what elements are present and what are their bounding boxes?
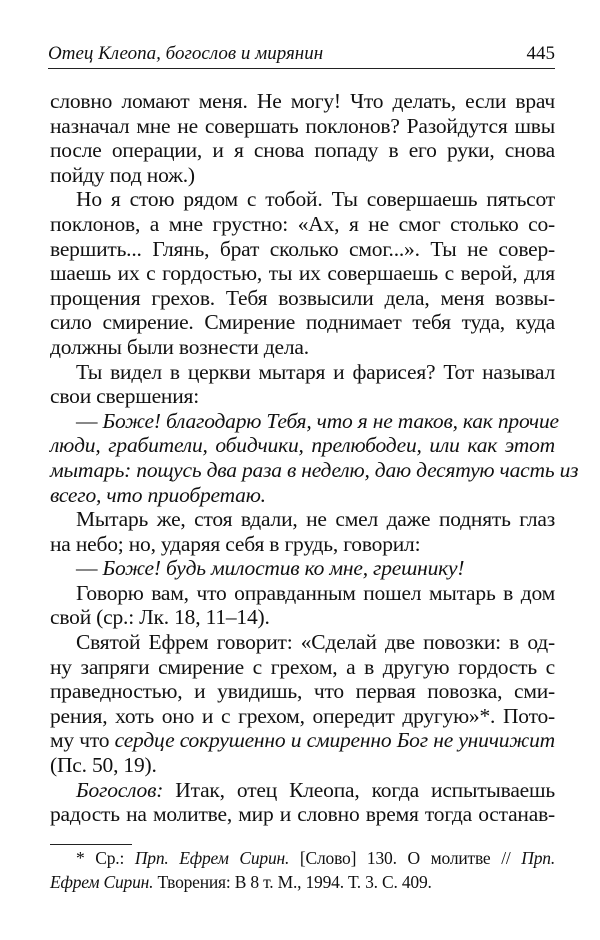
running-header — [48, 38, 555, 69]
text-line — [50, 261, 555, 286]
italic-text: Прп. Ефрем Сирин. — [134, 848, 290, 868]
text-segment: Мытарь же, стоя вдали, не смел даже поднять глаз — [76, 507, 555, 532]
italic-text: Ефрем Сирин. — [50, 872, 154, 892]
text-line — [50, 630, 555, 655]
text-segment: Итак, отец Клеопа, когда испытываешь — [163, 777, 555, 802]
text-segment: ну запряги смирение с грехом, а в другую гордость с — [50, 654, 555, 679]
italic-text: мытарь: пощусь два раза в неделю, даю десятую часть из — [50, 457, 579, 482]
text-line — [50, 483, 555, 508]
text-line — [50, 360, 555, 385]
footnote — [50, 846, 555, 894]
text-segment: Но я стою рядом с тобой. Ты совершаешь пятьсот — [76, 187, 555, 212]
italic-text: сердце сокрушенно и смиренно Бог не уничижит — [114, 728, 555, 753]
text-line — [50, 655, 555, 680]
text-segment: Творения: В 8 т. М., 1994. Т. 3. С. 409. — [153, 872, 432, 892]
text-line — [50, 384, 555, 409]
text-segment: — — [76, 408, 103, 433]
text-line — [50, 114, 555, 139]
text-segment: радость на молитве, мир и словно время тогда останав- — [50, 802, 555, 827]
text-line — [50, 679, 555, 704]
text-segment: * Ср.: — [76, 848, 135, 868]
text-line — [50, 310, 555, 335]
text-line — [50, 704, 555, 729]
text-segment: назначал мне не совершать поклонов? Разойдутся швы — [50, 113, 555, 138]
italic-text: Боже! будь милостив ко мне, грешнику! — [102, 556, 465, 581]
body-text — [50, 89, 579, 827]
text-line — [50, 870, 555, 894]
text-line — [50, 163, 555, 188]
text-line — [50, 138, 555, 163]
italic-text: Прп. — [521, 848, 555, 868]
text-line — [50, 507, 555, 532]
text-segment: словно ломают меня. Не могу! Что делать, если врач — [50, 89, 555, 113]
text-segment: му что — [50, 728, 115, 753]
text-segment: Ты видел в церкви мытаря и фарисея? Тот называл — [76, 359, 555, 384]
text-segment: (Пс. 50, 19). — [50, 753, 157, 778]
text-segment: свой (ср.: Лк. 18, 11–14). — [50, 605, 270, 630]
text-segment: прощения грехов. Тебя возвысили дела, меня возвы- — [50, 285, 555, 310]
text-segment: — — [76, 556, 103, 581]
footnote-separator — [50, 844, 132, 845]
text-segment: вершить... Глянь, брат сколько смог...». Ты не совер- — [50, 236, 555, 261]
text-segment: праведностью, и увидишь, что первая повозка, сми- — [50, 679, 555, 704]
text-line — [50, 212, 555, 237]
text-line — [50, 457, 579, 483]
text-line — [50, 778, 555, 803]
text-line — [50, 237, 555, 262]
text-segment: рения, хоть оно и с грехом, опередит другую»*. Пото- — [50, 703, 555, 728]
text-segment: Говорю вам, что оправданным пошел мытарь в дом — [76, 580, 555, 605]
text-segment: шаешь их с гордостью, ты их совершаешь с верой, для — [50, 261, 555, 286]
text-line — [50, 581, 555, 606]
text-segment: должны были вознести дела. — [50, 334, 309, 359]
text-line — [50, 408, 559, 434]
page-number: 445 — [526, 43, 555, 64]
italic-text: всего, что приобретаю. — [50, 482, 266, 507]
text-line — [50, 532, 555, 557]
text-segment: свои свершения: — [50, 384, 200, 409]
text-line — [50, 728, 555, 753]
text-line — [50, 753, 555, 778]
text-segment: на небо; но, ударяя себя в грудь, говорил: — [50, 531, 421, 556]
text-segment: сило смирение. Смирение поднимает тебя туда, куда — [50, 310, 555, 335]
text-line — [50, 286, 555, 311]
text-segment: [Слово] 130. О молитве // — [289, 848, 522, 868]
text-line — [50, 89, 555, 114]
text-line — [50, 433, 555, 458]
text-segment: после операции, и я снова попаду в его руки, снова — [50, 138, 555, 163]
text-line — [50, 605, 555, 630]
italic-text: Богослов: — [76, 777, 164, 802]
text-segment: поклонов, а мне грустно: «Ах, я не смог столько со- — [50, 211, 555, 236]
text-segment: пойду под нож.) — [50, 162, 195, 187]
text-line — [50, 846, 555, 870]
text-line — [50, 187, 555, 212]
italic-text: Боже! благодарю Тебя, что я не таков, как прочие — [102, 408, 559, 433]
text-segment: Святой Ефрем говорит: «Сделай две повозки: в од- — [76, 630, 555, 655]
text-line — [50, 802, 555, 827]
text-line — [50, 335, 555, 360]
italic-text: люди, грабители, обидчики, прелюбодеи, или как этот — [50, 433, 555, 458]
text-line — [50, 556, 555, 581]
running-title: Отец Клеопа, богослов и мирянин — [48, 43, 324, 64]
